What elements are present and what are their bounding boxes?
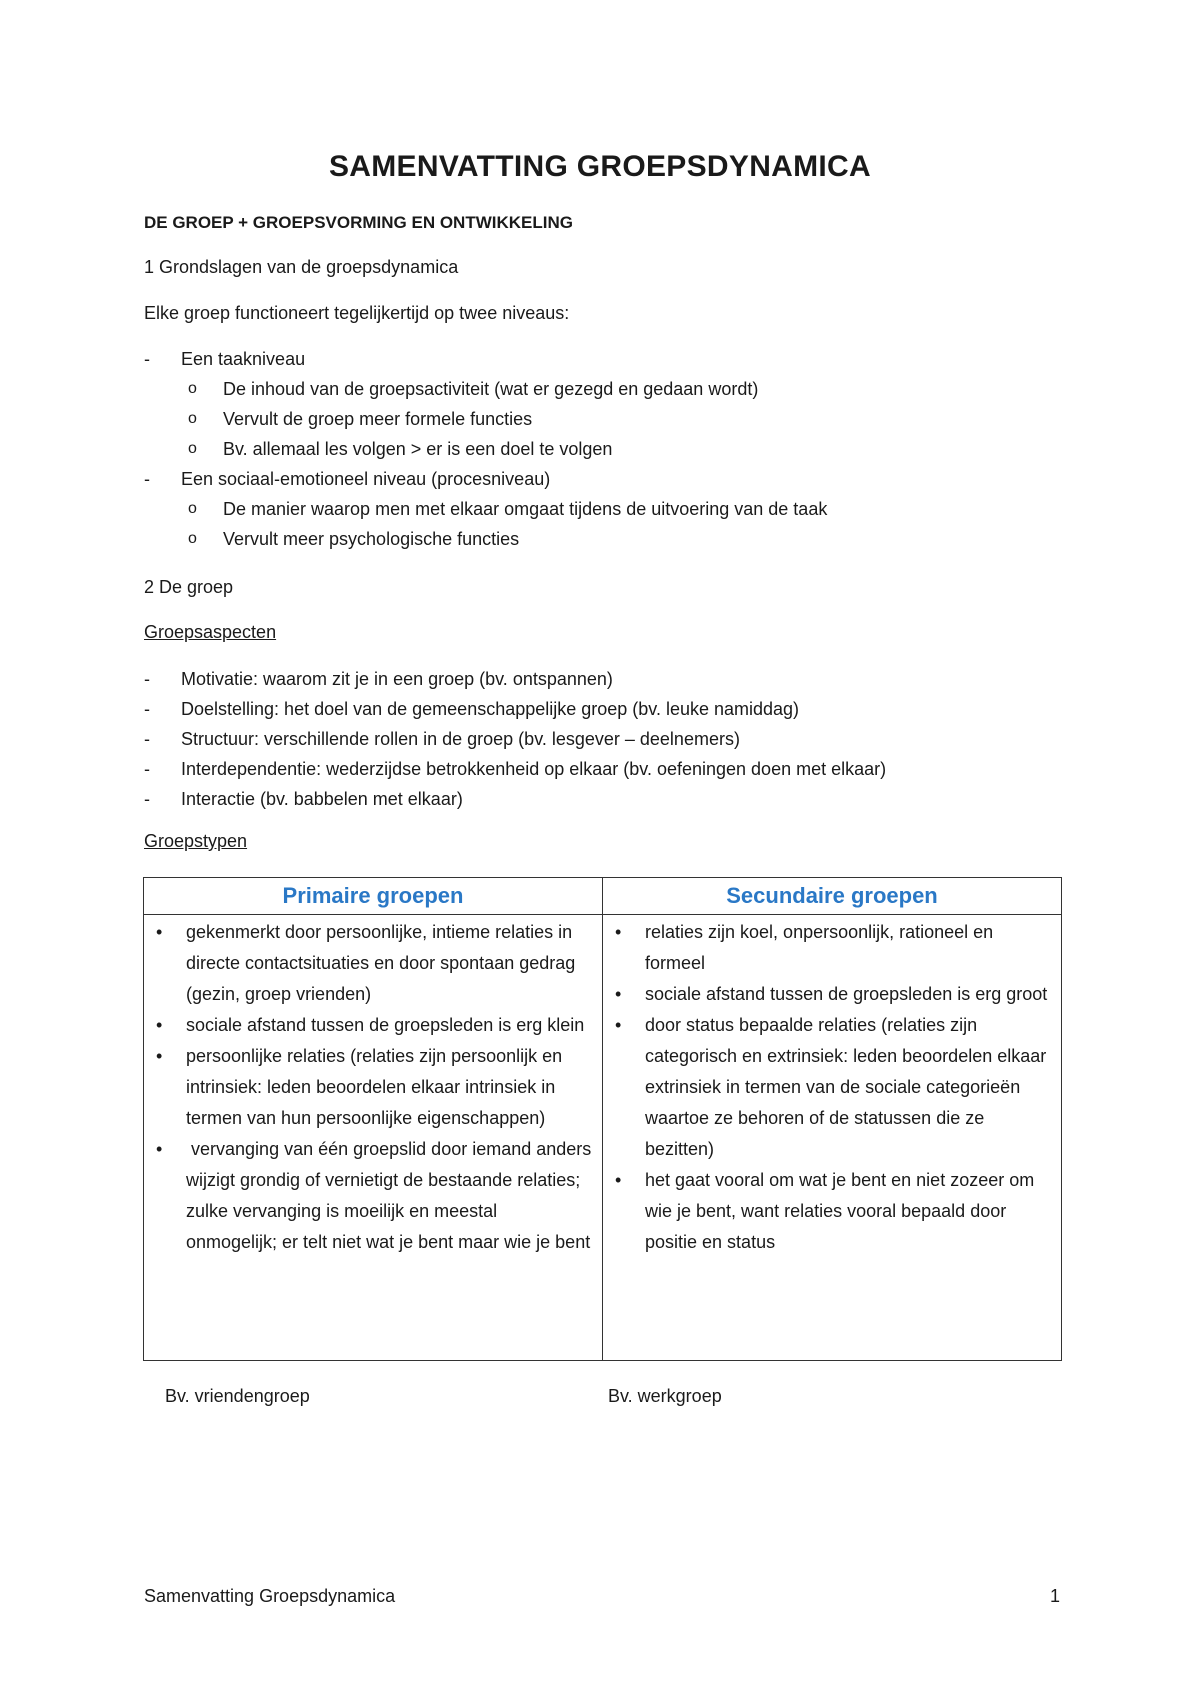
secondary-bullet: • door status bepaalde relaties (relaties zijn categorisch en extrinsiek: leden beoordelen elkaar extrinsiek in termen van de sociale categorieën waartoe ze behoren of de statussen die ze bezitten) [611, 1010, 1051, 1165]
secondary-groups-cell [603, 915, 1062, 1361]
level-subitem: o Vervult meer psychologische functies [144, 524, 827, 554]
level-subitem: o De inhoud van de groepsactiviteit (wat er gezegd en gedaan wordt) [144, 374, 827, 404]
subsection-title-1: 1 Grondslagen van de groepsdynamica [144, 257, 459, 277]
primary-groups-cell [144, 915, 603, 1361]
level-item-task: - Een taakniveau [144, 344, 827, 374]
aspect-item: - Motivatie: waarom zit je in een groep (bv. ontspannen) [144, 664, 886, 694]
levels-list [144, 344, 827, 554]
aspect-item: - Doelstelling: het doel van de gemeenschappelijke groep (bv. leuke namiddag) [144, 694, 886, 724]
level-subitem: o Bv. allemaal les volgen > er is een doel te volgen [144, 434, 827, 464]
primary-bullet: • persoonlijke relaties (relaties zijn persoonlijk en intrinsiek: leden beoordelen elkaar intrinsiek in termen van hun persoonlijke eigenschappen) [152, 1041, 592, 1134]
aspect-item: - Structuur: verschillende rollen in de groep (bv. lesgever – deelnemers) [144, 724, 886, 754]
footer-title: Samenvatting Groepsdynamica [144, 1586, 396, 1606]
secondary-bullet: • het gaat vooral om wat je bent en niet zozeer om wie je bent, want relaties vooral bepaald door positie en status [611, 1165, 1051, 1258]
header-primary-groups: Primaire groepen [144, 878, 603, 915]
example-primary: Bv. vriendengroep [165, 1386, 310, 1406]
level-subitem: o De manier waarop men met elkaar omgaat tijdens de uitvoering van de taak [144, 494, 827, 524]
page-number: 1 [1050, 1586, 1061, 1606]
subsection-title-2: 2 De groep [144, 577, 234, 597]
primary-bullet: • vervanging van één groepslid door iemand anders wijzigt grondig of vernietigt de bestaande relaties; zulke vervanging is moeilijk en meestal onmogelijk; er telt niet wat je bent maar wie je bent [152, 1134, 592, 1258]
aspect-item: - Interdependentie: wederzijdse betrokkenheid op elkaar (bv. oefeningen doen met elkaar) [144, 754, 886, 784]
secondary-bullet: • sociale afstand tussen de groepsleden is erg groot [611, 979, 1051, 1010]
types-heading: Groepstypen [144, 831, 248, 851]
document-title: SAMENVATTING GROEPSDYNAMICA [328, 150, 871, 183]
primary-bullet: • gekenmerkt door persoonlijke, intieme relaties in directe contactsituaties en door spontaan gedrag (gezin, groep vrienden) [152, 917, 592, 1010]
level-subitem: o Vervult de groep meer formele functies [144, 404, 827, 434]
primary-bullet: • sociale afstand tussen de groepsleden is erg klein [152, 1010, 592, 1041]
group-types-table [143, 877, 1062, 1361]
secondary-bullet: • relaties zijn koel, onpersoonlijk, rationeel en formeel [611, 917, 1051, 979]
example-secondary: Bv. werkgroep [608, 1386, 722, 1406]
aspects-list [144, 664, 886, 814]
aspects-heading: Groepsaspecten [144, 622, 277, 642]
section-heading: DE GROEP + GROEPSVORMING EN ONTWIKKELING [144, 213, 573, 232]
level-item-social: - Een sociaal-emotioneel niveau (procesniveau) [144, 464, 827, 494]
intro-text: Elke groep functioneert tegelijkertijd op twee niveaus: [144, 303, 570, 323]
aspect-item: - Interactie (bv. babbelen met elkaar) [144, 784, 886, 814]
header-secondary-groups: Secundaire groepen [603, 878, 1062, 915]
